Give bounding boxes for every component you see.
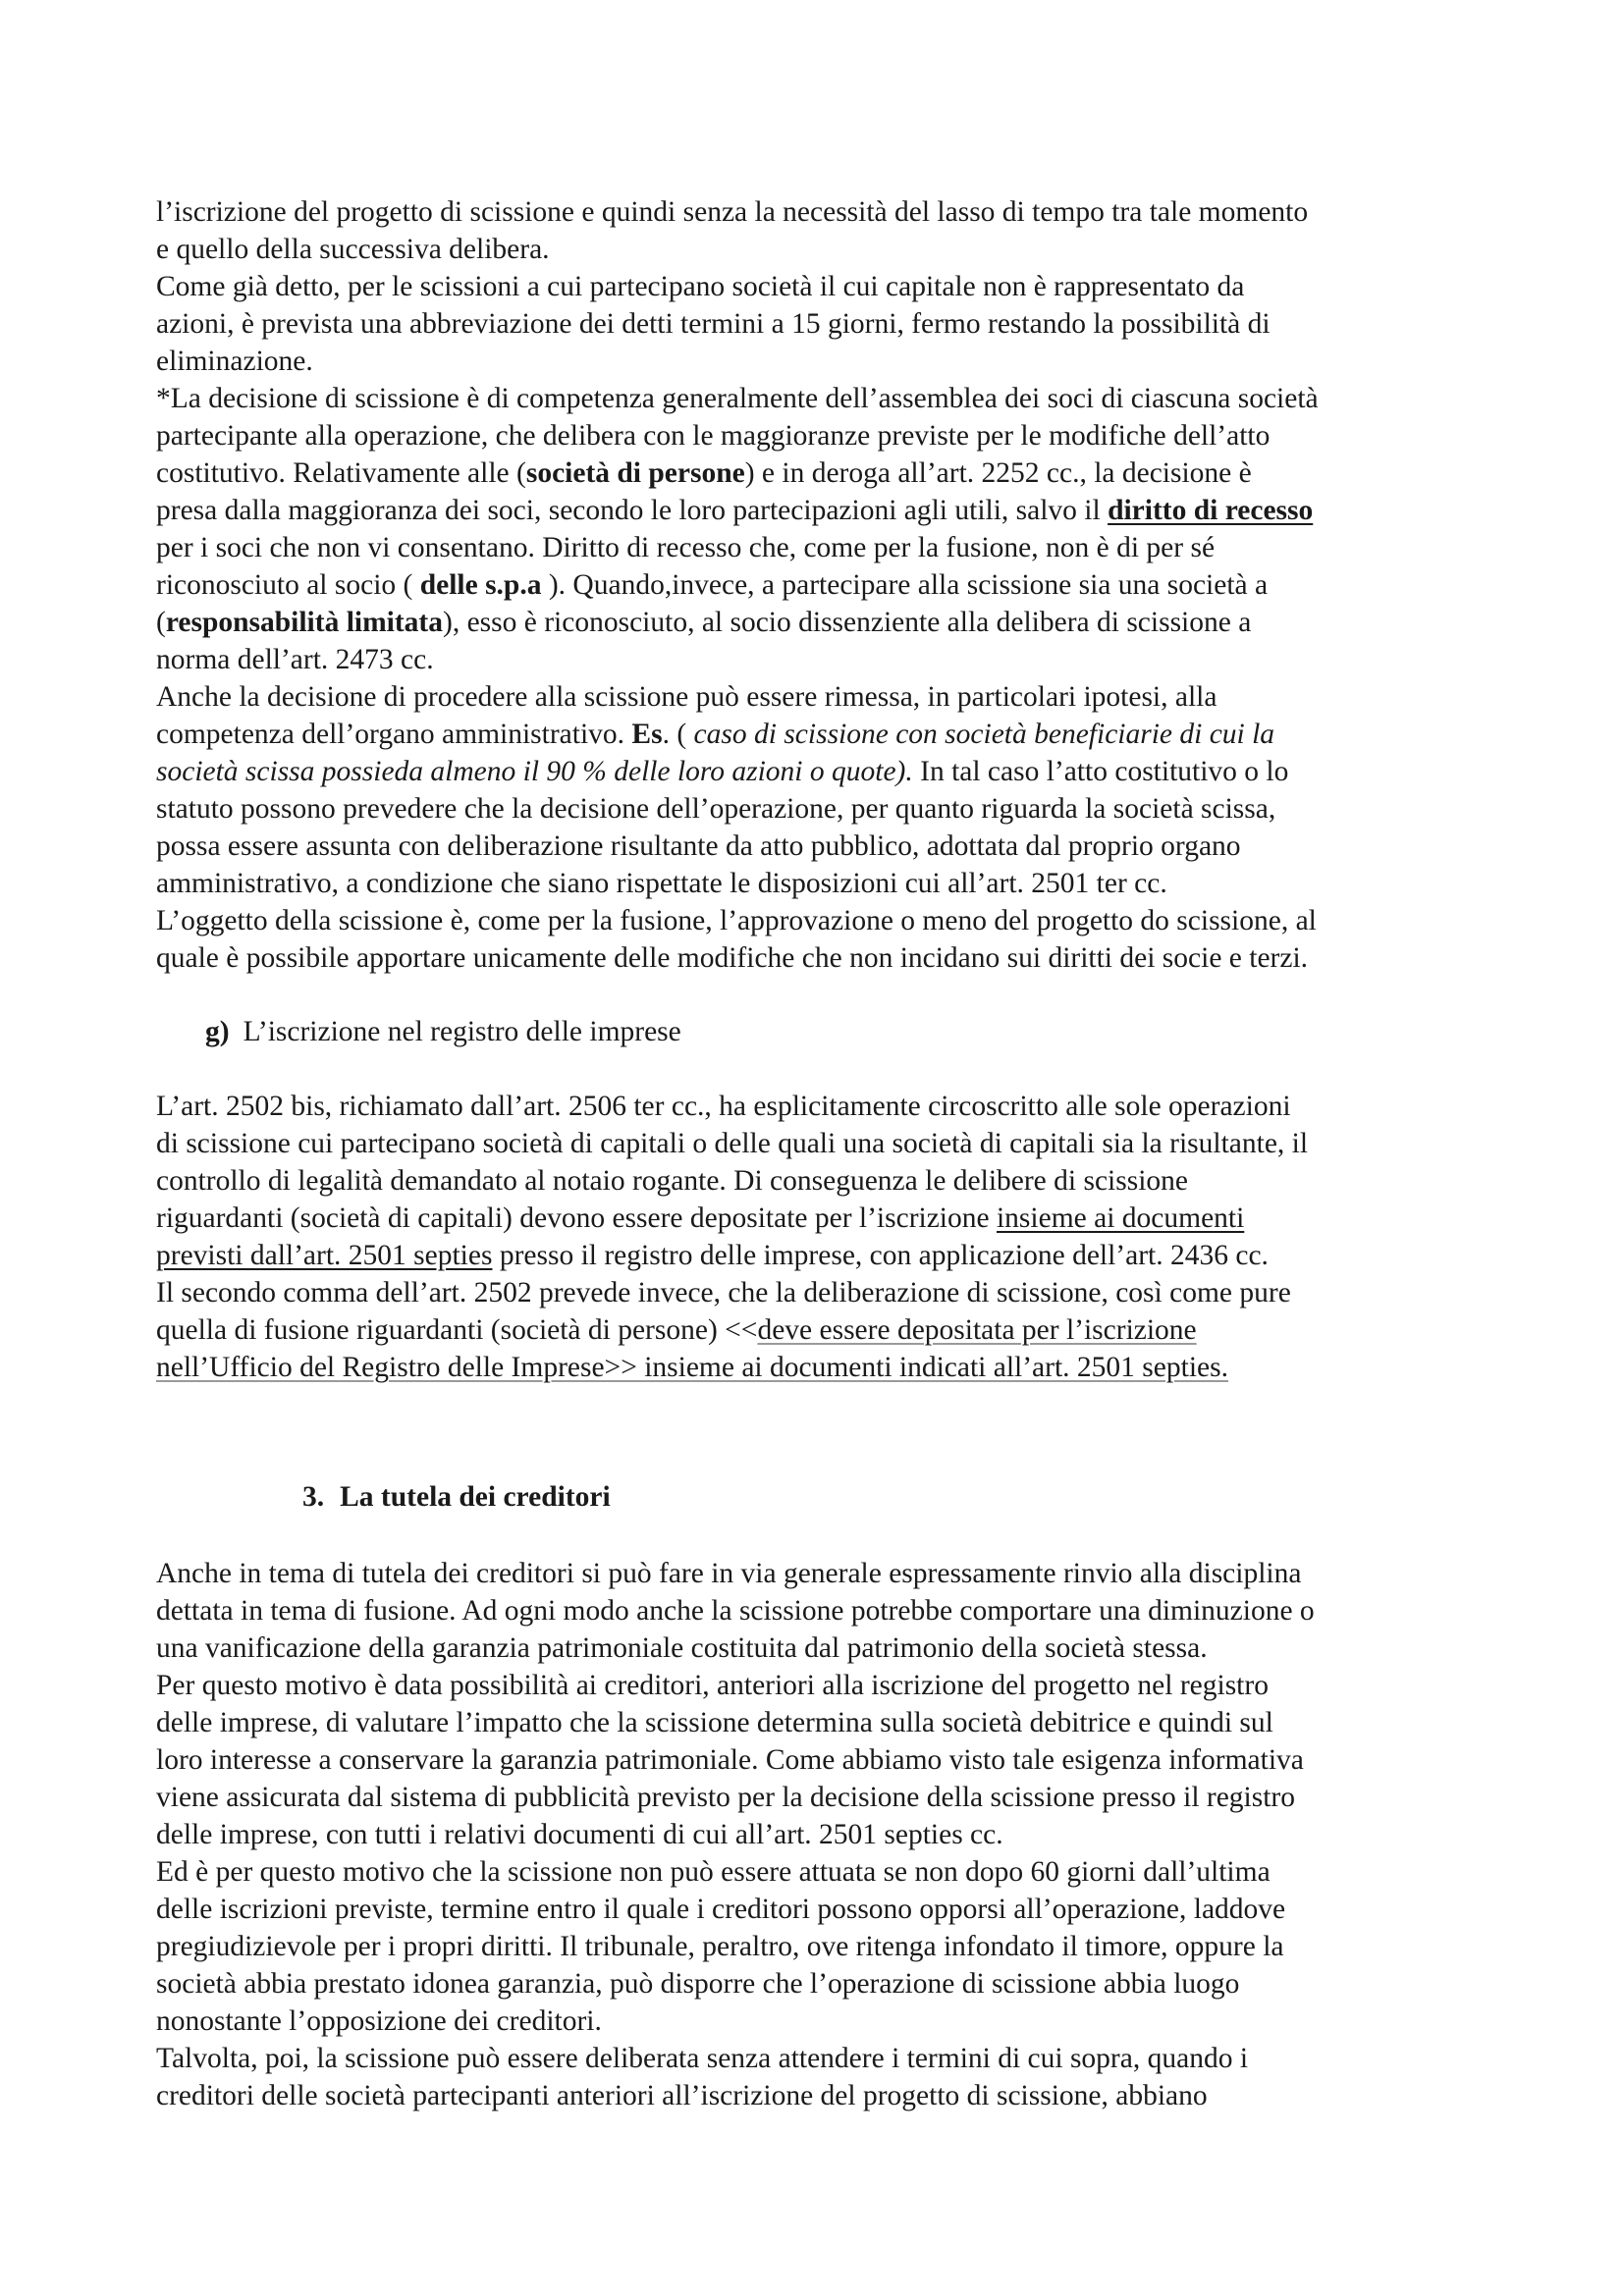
text-line: delle imprese, di valutare l’impatto che la scissione determina sulla società debitrice e quindi sul bbox=[156, 1707, 1273, 1738]
text-line: Talvolta, poi, la scissione può essere deliberata senza attendere i termini di cui sopra, quando i bbox=[156, 2043, 1249, 2074]
heading-marker: g) bbox=[205, 1016, 230, 1047]
heading-number: 3. bbox=[302, 1481, 325, 1513]
text-line: nell’Ufficio del Registro delle Imprese>> insieme ai documenti indicati all’art. 2501 septies. bbox=[156, 1352, 1228, 1383]
text-run: quella di fusione riguardanti (società di persone) << bbox=[156, 1314, 758, 1346]
text-line: l’iscrizione del progetto di scissione e quindi senza la necessità del lasso di tempo tra tale momento bbox=[156, 196, 1309, 228]
text-line: nonostante l’opposizione dei creditori. bbox=[156, 2005, 602, 2037]
text-line: pregiudizievole per i propri diritti. Il tribunale, peraltro, ove ritenga infondato il timore, oppure la bbox=[156, 1931, 1284, 1962]
text-line bbox=[156, 1237, 1269, 1274]
underlined-text: previsti dall’art. 2501 septies bbox=[156, 1240, 493, 1271]
bold-term: responsabilità limitata bbox=[165, 607, 444, 638]
text-line: partecipante alla operazione, che delibera con le maggioranze previste per le modifiche dell’atto bbox=[156, 420, 1271, 452]
text-line: Ed è per questo motivo che la scissione non può essere attuata se non dopo 60 giorni dall’ultima bbox=[156, 1856, 1271, 1888]
section-heading-g bbox=[205, 1013, 681, 1050]
text-line: L’oggetto della scissione è, come per la fusione, l’approvazione o meno del progetto do scissione, al bbox=[156, 905, 1317, 936]
text-run: In tal caso l’atto costitutivo o lo bbox=[912, 756, 1289, 787]
underlined-text: deve essere depositata per l’iscrizione bbox=[757, 1314, 1197, 1346]
text-line: società abbia prestato idonea garanzia, può disporre che l’operazione di scissione abbia luogo bbox=[156, 1968, 1240, 2000]
text-line: una vanificazione della garanzia patrimoniale costituita dal patrimonio della società stessa. bbox=[156, 1632, 1208, 1664]
text-line: *La decisione di scissione è di competenza generalmente dell’assemblea dei soci di ciascuna società bbox=[156, 383, 1319, 414]
text-run: ) e in deroga all’art. 2252 cc., la decisione è bbox=[744, 457, 1252, 489]
text-line bbox=[156, 492, 1313, 529]
text-line: azioni, è prevista una abbreviazione dei detti termini a 15 giorni, fermo restando la possibilità di bbox=[156, 308, 1271, 340]
text-line bbox=[156, 1311, 1197, 1349]
text-line: delle iscrizioni previste, termine entro il quale i creditori possono opporsi all’operazione, laddove bbox=[156, 1894, 1286, 1925]
bold-underlined-term: diritto di recesso bbox=[1108, 495, 1314, 526]
text-line: loro interesse a conservare la garanzia patrimoniale. Come abbiamo visto tale esigenza informativa bbox=[156, 1744, 1304, 1776]
text-line: amministrativo, a condizione che siano rispettate le disposizioni cui all’art. 2501 ter cc. bbox=[156, 868, 1167, 899]
text-line: Anche la decisione di procedere alla scissione può essere rimessa, in particolari ipotesi, alla bbox=[156, 681, 1217, 713]
text-run: ). Quando,invece, a partecipare alla scissione sia una società a bbox=[541, 569, 1269, 601]
italic-text: società scissa possieda almeno il 90 % delle loro azioni o quote). bbox=[156, 756, 913, 787]
text-line: Come già detto, per le scissioni a cui partecipano società il cui capitale non è rappresentato da bbox=[156, 271, 1245, 302]
text-run: ), esso è riconosciuto, al socio dissenziente alla delibera di scissione a bbox=[443, 607, 1252, 638]
text-line: Il secondo comma dell’art. 2502 prevede invece, che la deliberazione di scissione, così come pure bbox=[156, 1277, 1291, 1308]
bold-term: delle s.p.a bbox=[419, 569, 542, 601]
text-line: delle imprese, con tutti i relativi documenti di cui all’art. 2501 septies cc. bbox=[156, 1819, 1003, 1850]
text-line bbox=[156, 716, 1274, 753]
text-line: eliminazione. bbox=[156, 346, 313, 377]
underlined-text: insieme ai documenti bbox=[996, 1202, 1245, 1234]
text-line: viene assicurata dal sistema di pubblicità previsto per la decisione della scissione presso il registro bbox=[156, 1782, 1296, 1813]
text-line: Per questo motivo è data possibilità ai creditori, anteriori alla iscrizione del progetto nel registro bbox=[156, 1670, 1269, 1701]
text-line: di scissione cui partecipano società di capitali o delle quali una società di capitali sia la risultante, il bbox=[156, 1128, 1309, 1159]
text-line bbox=[156, 454, 1252, 492]
text-run: riguardanti (società di capitali) devono essere depositate per l’iscrizione bbox=[156, 1202, 997, 1234]
heading-text: La tutela dei creditori bbox=[340, 1481, 611, 1513]
bold-term: Es bbox=[631, 719, 663, 750]
italic-text: caso di scissione con società beneficiarie di cui la bbox=[693, 719, 1275, 750]
text-line: Anche in tema di tutela dei creditori si può fare in via generale espressamente rinvio alla disciplina bbox=[156, 1558, 1302, 1589]
text-line: quale è possibile apportare unicamente delle modifiche che non incidano sui diritti dei socie e terzi. bbox=[156, 942, 1309, 974]
text-line: e quello della successiva delibera. bbox=[156, 234, 550, 265]
text-line bbox=[156, 753, 1288, 790]
text-line: creditori delle società partecipanti anteriori all’iscrizione del progetto di scissione, abbiano bbox=[156, 2080, 1208, 2111]
section-heading-3 bbox=[302, 1478, 611, 1516]
text-line: norma dell’art. 2473 cc. bbox=[156, 644, 434, 675]
text-run: costitutivo. Relativamente alle ( bbox=[156, 457, 526, 489]
text-run: presso il registro delle imprese, con applicazione dell’art. 2436 cc. bbox=[492, 1240, 1269, 1271]
text-line: dettata in tema di fusione. Ad ogni modo anche la scissione potrebbe comportare una diminuzione o bbox=[156, 1595, 1315, 1627]
text-run: competenza dell’organo amministrativo. bbox=[156, 719, 632, 750]
text-run: presa dalla maggioranza dei soci, secondo le loro partecipazioni agli utili, salvo il bbox=[156, 495, 1109, 526]
text-line: per i soci che non vi consentano. Diritto di recesso che, come per la fusione, non è di per sé bbox=[156, 532, 1216, 563]
text-line bbox=[156, 1200, 1244, 1237]
text-line: possa essere assunta con deliberazione risultante da atto pubblico, adottata dal proprio organo bbox=[156, 830, 1241, 862]
text-line bbox=[156, 566, 1268, 604]
text-run: ( bbox=[156, 607, 166, 638]
text-run: . ( bbox=[662, 719, 694, 750]
bold-term: società di persone bbox=[525, 457, 745, 489]
text-run: riconosciuto al socio ( bbox=[156, 569, 420, 601]
text-line: L’art. 2502 bis, richiamato dall’art. 2506 ter cc., ha esplicitamente circoscritto alle sole operazioni bbox=[156, 1091, 1291, 1122]
text-line: controllo di legalità demandato al notaio rogante. Di conseguenza le delibere di scissione bbox=[156, 1165, 1188, 1197]
text-line bbox=[156, 604, 1251, 641]
text-line: statuto possono prevedere che la decisione dell’operazione, per quanto riguarda la società scissa, bbox=[156, 793, 1276, 825]
heading-text: L’iscrizione nel registro delle imprese bbox=[243, 1016, 681, 1047]
